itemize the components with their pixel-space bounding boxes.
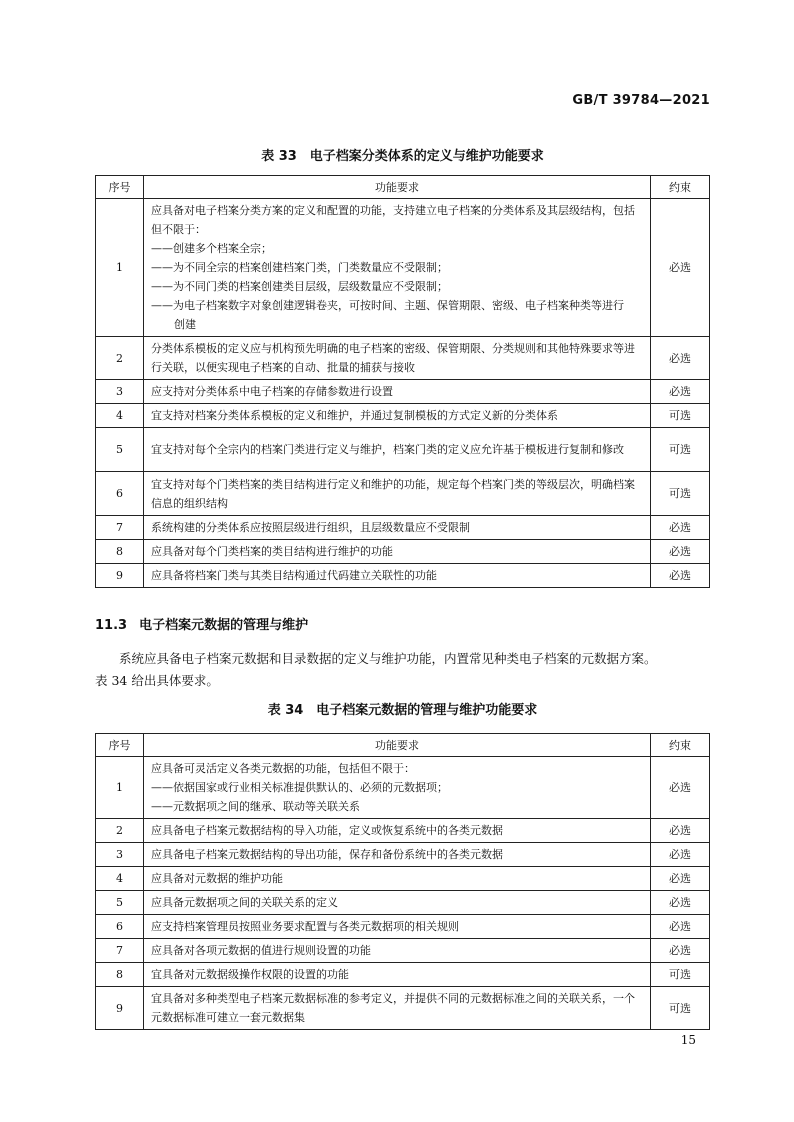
table-header-row xyxy=(96,734,710,757)
row-requirement xyxy=(144,757,651,819)
row-requirement: 应具备将档案门类与其类目结构通过代码建立关联性的功能 xyxy=(144,564,651,588)
row-requirement: 宜支持对每个门类档案的类目结构进行定义和维护的功能，规定每个档案门类的等级层次，明确档案信息的组织结构 xyxy=(144,472,651,516)
table-row xyxy=(96,843,710,867)
row-constraint: 必选 xyxy=(651,380,710,404)
table-row xyxy=(96,757,710,819)
row-constraint: 必选 xyxy=(651,757,710,819)
row-requirement: 应支持对分类体系中电子档案的存储参数进行设置 xyxy=(144,380,651,404)
table-row xyxy=(96,915,710,939)
paragraph-line: 表 34 给出具体要求。 xyxy=(95,673,219,688)
table-row xyxy=(96,516,710,540)
row-constraint: 必选 xyxy=(651,337,710,380)
column-header-requirement: 功能要求 xyxy=(144,734,651,757)
section-number: 11.3 xyxy=(95,618,128,633)
row-number: 4 xyxy=(96,867,144,891)
table-row xyxy=(96,939,710,963)
row-constraint: 必选 xyxy=(651,891,710,915)
row-constraint: 必选 xyxy=(651,564,710,588)
table-row xyxy=(96,404,710,428)
row-number: 7 xyxy=(96,939,144,963)
row-requirement: 应具备对元数据的维护功能 xyxy=(144,867,651,891)
row-requirement: 宜支持对每个全宗内的档案门类进行定义与维护，档案门类的定义应允许基于模板进行复制和修改 xyxy=(144,428,651,472)
row-constraint: 必选 xyxy=(651,915,710,939)
row-requirement: 应具备电子档案元数据结构的导出功能，保存和备份系统中的各类元数据 xyxy=(144,843,651,867)
table-row xyxy=(96,564,710,588)
table-row xyxy=(96,540,710,564)
table-row xyxy=(96,891,710,915)
requirement-intro: 应具备对电子档案分类方案的定义和配置的功能，支持建立电子档案的分类体系及其层级结构，包括但不限于： xyxy=(151,204,635,236)
column-header-constraint: 约束 xyxy=(651,176,710,199)
row-number: 4 xyxy=(96,404,144,428)
section-heading xyxy=(95,614,308,633)
table-33 xyxy=(95,175,710,588)
row-requirement: 宜具备对元数据级操作权限的设置的功能 xyxy=(144,963,651,987)
row-number: 1 xyxy=(96,757,144,819)
row-requirement: 应具备对每个门类档案的类目结构进行维护的功能 xyxy=(144,540,651,564)
requirement-item: ——创建多个档案全宗； xyxy=(151,242,272,255)
table-row xyxy=(96,987,710,1030)
row-requirement: 应具备对各项元数据的值进行规则设置的功能 xyxy=(144,939,651,963)
requirement-item: ——元数据项之间的继承、联动等关联关系 xyxy=(151,800,360,813)
table-34 xyxy=(95,733,710,1030)
requirement-item: ——依据国家或行业相关标准提供默认的、必须的元数据项； xyxy=(151,781,448,794)
table-row xyxy=(96,472,710,516)
row-constraint: 可选 xyxy=(651,963,710,987)
row-number: 1 xyxy=(96,199,144,337)
section-paragraph xyxy=(95,648,715,692)
standard-number: GB/T 39784—2021 xyxy=(572,93,710,108)
row-requirement: 分类体系模板的定义应与机构预先明确的电子档案的密级、保管期限、分类规则和其他特殊要求等进行关联，以便实现电子档案的自动、批量的捕获与接收 xyxy=(144,337,651,380)
row-requirement: 应支持档案管理员按照业务要求配置与各类元数据项的相关规则 xyxy=(144,915,651,939)
row-number: 2 xyxy=(96,819,144,843)
page-number: 15 xyxy=(680,1033,696,1047)
row-number: 2 xyxy=(96,337,144,380)
row-number: 5 xyxy=(96,428,144,472)
row-constraint: 必选 xyxy=(651,540,710,564)
row-number: 8 xyxy=(96,963,144,987)
row-number: 6 xyxy=(96,915,144,939)
row-constraint: 必选 xyxy=(651,939,710,963)
requirement-item: ——为电子档案数字对象创建逻辑卷夹，可按时间、主题、保管期限、密级、电子档案种类等进行 xyxy=(151,299,624,312)
row-number: 3 xyxy=(96,380,144,404)
row-requirement: 应具备元数据项之间的关联关系的定义 xyxy=(144,891,651,915)
requirement-item-continuation: 创建 xyxy=(174,318,196,331)
column-header-requirement: 功能要求 xyxy=(144,176,651,199)
table-row xyxy=(96,199,710,337)
column-header-constraint: 约束 xyxy=(651,734,710,757)
row-requirement: 应具备电子档案元数据结构的导入功能，定义或恢复系统中的各类元数据 xyxy=(144,819,651,843)
table-row xyxy=(96,819,710,843)
row-number: 6 xyxy=(96,472,144,516)
row-requirement: 宜具备对多种类型电子档案元数据标准的参考定义，并提供不同的元数据标准之间的关联关系，一个元数据标准可建立一套元数据集 xyxy=(144,987,651,1030)
row-number: 5 xyxy=(96,891,144,915)
table-33-caption: 表 33 电子档案分类体系的定义与维护功能要求 xyxy=(261,149,544,164)
row-requirement: 宜支持对档案分类体系模板的定义和维护，并通过复制模板的方式定义新的分类体系 xyxy=(144,404,651,428)
table-34-caption: 表 34 电子档案元数据的管理与维护功能要求 xyxy=(267,703,538,718)
column-header-no: 序号 xyxy=(96,734,144,757)
row-constraint: 必选 xyxy=(651,819,710,843)
row-constraint: 必选 xyxy=(651,867,710,891)
paragraph-line: 系统应具备电子档案元数据和目录数据的定义与维护功能，内置常见种类电子档案的元数据方案。 xyxy=(119,651,657,666)
row-constraint: 必选 xyxy=(651,516,710,540)
requirement-intro: 应具备可灵活定义各类元数据的功能，包括但不限于： xyxy=(151,762,415,775)
table-header-row xyxy=(96,176,710,199)
row-constraint: 可选 xyxy=(651,472,710,516)
row-number: 7 xyxy=(96,516,144,540)
row-number: 9 xyxy=(96,564,144,588)
table-row xyxy=(96,963,710,987)
requirement-item: ——为不同全宗的档案创建档案门类，门类数量应不受限制； xyxy=(151,261,448,274)
requirement-item: ——为不同门类的档案创建类目层级，层级数量应不受限制； xyxy=(151,280,448,293)
row-number: 9 xyxy=(96,987,144,1030)
row-constraint: 可选 xyxy=(651,404,710,428)
table-row xyxy=(96,380,710,404)
table-row xyxy=(96,337,710,380)
row-constraint: 必选 xyxy=(651,199,710,337)
row-constraint: 必选 xyxy=(651,843,710,867)
row-requirement: 系统构建的分类体系应按照层级进行组织，且层级数量应不受限制 xyxy=(144,516,651,540)
column-header-no: 序号 xyxy=(96,176,144,199)
row-constraint: 可选 xyxy=(651,987,710,1030)
table-row xyxy=(96,867,710,891)
row-requirement xyxy=(144,199,651,337)
section-title: 电子档案元数据的管理与维护 xyxy=(139,618,309,633)
row-number: 3 xyxy=(96,843,144,867)
row-number: 8 xyxy=(96,540,144,564)
table-row xyxy=(96,428,710,472)
row-constraint: 可选 xyxy=(651,428,710,472)
